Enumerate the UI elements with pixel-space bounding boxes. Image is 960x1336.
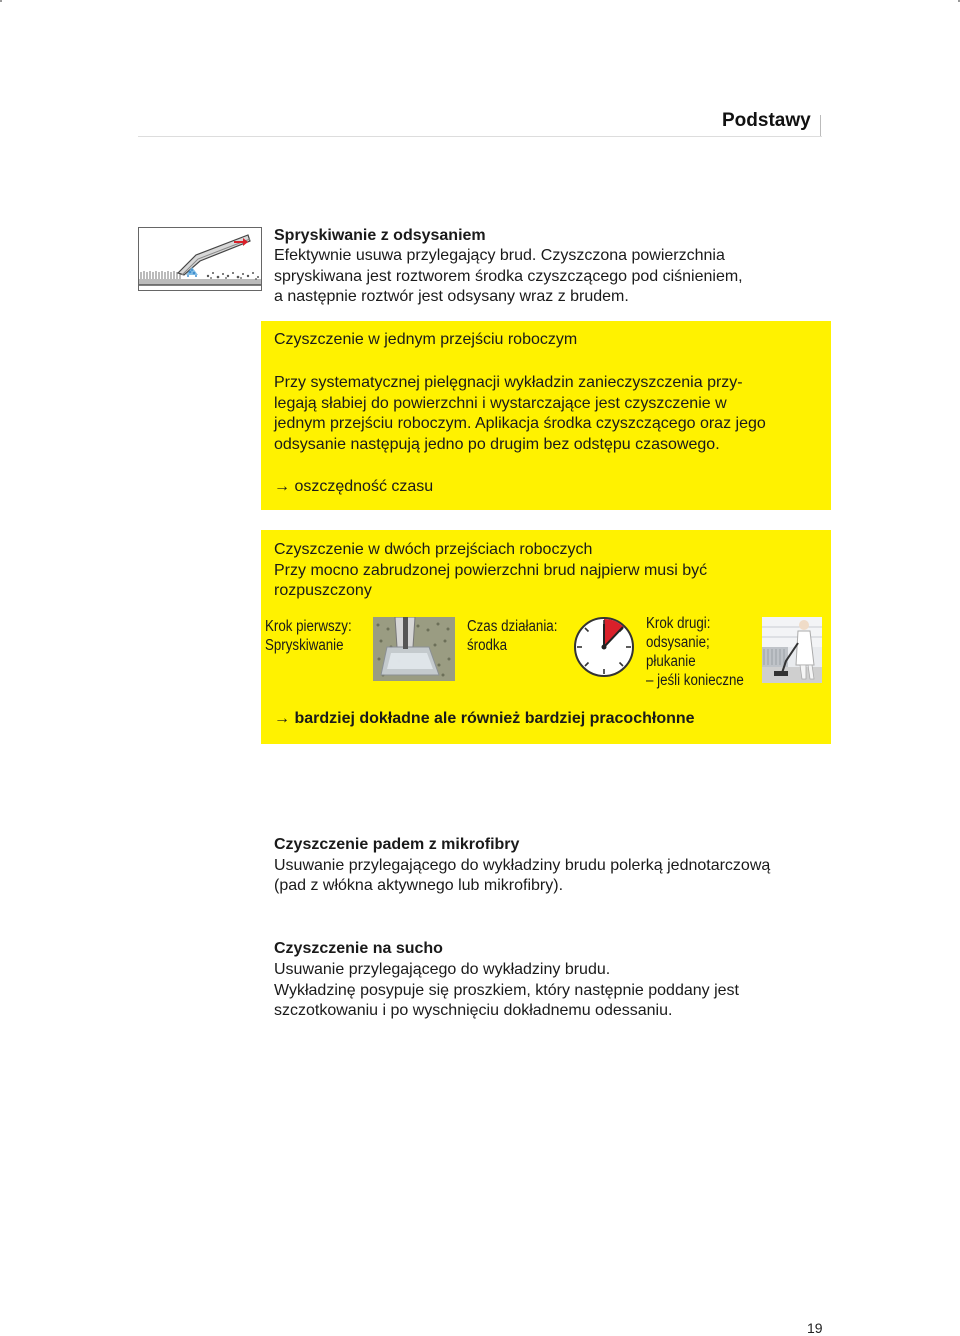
- two-pass-line-2: rozpuszczony: [274, 582, 372, 599]
- microfiber-heading: Czyszczenie padem z mikrofibry: [274, 836, 520, 853]
- timer-clock-icon: [573, 616, 635, 678]
- single-pass-heading: Czyszczenie w jednym przejściu roboczym: [274, 331, 578, 348]
- dry-cleaning-heading: Czyszczenie na sucho: [274, 940, 443, 957]
- dry-cleaning-line-1: Usuwanie przylegającego do wykładziny brudu.: [274, 961, 611, 978]
- spray-extraction-illustration: [138, 227, 262, 291]
- step1-label-line-1: Krok pierwszy:: [265, 618, 352, 635]
- header-line: [138, 136, 822, 137]
- spray-line-3: a następnie roztwór jest odsysany wraz z brudem.: [274, 288, 629, 305]
- single-pass-line-1: Przy systematycznej pielęgnacji wykładzin zanieczyszczenia przy-: [274, 374, 743, 391]
- step1-label-line-2: Spryskiwanie: [265, 637, 344, 654]
- spray-line-1: Efektywnie usuwa przylegający brud. Czyszczona powierzchnia: [274, 247, 725, 264]
- microfiber-line-1: Usuwanie przylegającego do wykładziny brudu polerką jednotarczową: [274, 857, 771, 874]
- spray-heading: Spryskiwanie z odsysaniem: [274, 227, 486, 244]
- single-pass-conclusion: → oszczędność czasu: [274, 478, 434, 495]
- single-pass-line-4: odsysanie następują jedno po drugim bez odstępu czasowego.: [274, 436, 720, 453]
- single-pass-line-2: legają słabiej do powierzchni i wystarczające jest czyszczenie w: [274, 395, 727, 412]
- single-pass-line-3: jednym przejściu roboczym. Aplikacja środka czyszczącego oraz jego: [274, 415, 766, 432]
- two-pass-heading: Czyszczenie w dwóch przejściach roboczych: [274, 541, 593, 558]
- carpet-extraction-photo: [762, 617, 822, 683]
- crop-mark: [0, 0, 2, 2]
- page-header-title: Podstawy: [722, 110, 811, 131]
- step2-label-line-1: Krok drugi:: [646, 615, 711, 632]
- header-divider: [820, 115, 821, 137]
- step2-label-line-4: – jeśli konieczne: [646, 672, 744, 689]
- dwell-label-line-2: środka: [467, 637, 508, 654]
- two-pass-conclusion: → bardziej dokładne ale również bardziej pracochłonne: [274, 710, 695, 727]
- step2-label-line-2: odsysanie;: [646, 634, 710, 651]
- step2-label-line-3: płukanie: [646, 653, 696, 670]
- dwell-label-line-1: Czas działania:: [467, 618, 558, 635]
- dry-cleaning-line-2: Wykładzinę posypuje się proszkiem, który następnie poddany jest: [274, 982, 739, 999]
- two-pass-line-1: Przy mocno zabrudzonej powierzchni brud najpierw musi być: [274, 562, 708, 579]
- spray-line-2: spryskiwana jest roztworem środka czyszczącego pod ciśnieniem,: [274, 268, 743, 285]
- page-number: 19: [807, 1320, 823, 1336]
- microfiber-line-2: (pad z włókna aktywnego lub mikrofibry).: [274, 877, 564, 894]
- carpet-spraying-photo: [373, 617, 455, 681]
- dry-cleaning-line-3: szczotkowaniu i po wyschnięciu dokładnemu odessaniu.: [274, 1002, 673, 1019]
